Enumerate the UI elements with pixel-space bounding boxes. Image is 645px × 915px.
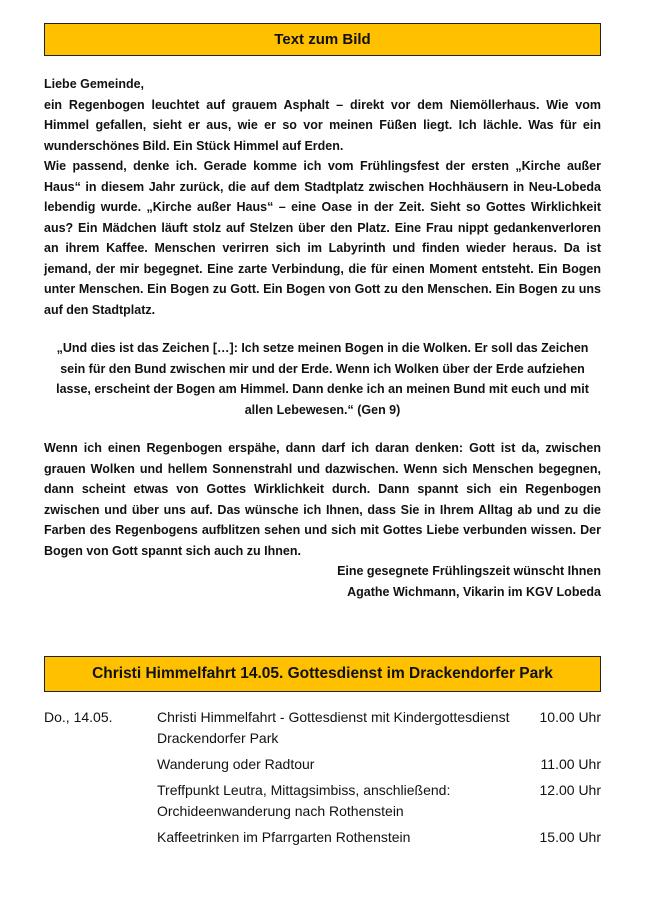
event-day	[44, 780, 157, 827]
event-time: 10.00 Uhr	[539, 709, 601, 725]
letter-body	[44, 74, 601, 602]
event-description: Treffpunkt Leutra, Mittagsimbiss, anschließend: Orchideenwanderung nach Rothenstein	[157, 782, 451, 819]
event-time: 12.00 Uhr	[539, 782, 601, 798]
letter-paragraph-1: ein Regenbogen leuchtet auf grauem Asphalt – direkt vor dem Niemöllerhaus. Wie vom Himmel gefallen, sieht er aus, wie er so vor meinen Füßen liegt. Ich lächle. Was für ein wunderschönes Bild. Ein Stück Himmel auf Erden.	[44, 97, 601, 153]
events-table	[44, 707, 601, 853]
event-description: Kaffeetrinken im Pfarrgarten Rothenstein	[157, 829, 411, 845]
event-time: 15.00 Uhr	[539, 829, 601, 845]
event-description: Wanderung oder Radtour	[157, 756, 315, 772]
table-row	[44, 780, 601, 827]
letter-paragraph-3: Wenn ich einen Regenbogen erspähe, dann darf ich daran denken: Gott ist da, zwischen grauen Wolken und hellem Sonnenstrahl und dazwischen. Wenn sich Menschen begegnen, dann scheint etwas von Gottes Wirklichkeit durch. Dann spannt sich ein Regenbogen zwischen und über uns auf. Das wünsche ich Ihnen, dass Sie in Ihrem Alltag ab und zu die Farben des Regenbogens aufblitzen sehen und sich mit Gottes Liebe verbunden wissen. Der Bogen von Gott spannt sich auch zu Ihnen.	[44, 441, 601, 558]
bible-quote: „Und dies ist das Zeichen […]: Ich setze meinen Bogen in die Wolken. Er soll das Zeichen sein für den Bund zwischen mir und der Erde. Wenn ich Wolken über der Erde aufziehen lasse, erscheint der Bogen am Himmel. Dann denke ich an meinen Bund mit euch und mit allen Lebewesen.“ (Gen 9)	[56, 341, 589, 417]
event-day	[44, 827, 157, 853]
event-day	[44, 754, 157, 780]
section-title: Christi Himmelfahrt 14.05. Gottesdienst im Drackendorfer Park	[44, 656, 601, 692]
table-row	[44, 754, 601, 780]
letter-paragraph-2: Wie passend, denke ich. Gerade komme ich vom Frühlingsfest der ersten „Kirche außer Haus“ in diesem Jahr zurück, die auf dem Stadtplatz zwischen Hochhäusern in Neu-Lobeda lebendig wurde. „Kirche außer Haus“ – eine Oase in der Zeit. Sieht so Gottes Wirklichkeit aus? Ein Mädchen läuft stolz auf Stelzen über den Platz. Eine Frau nippt gedankenverloren an ihrem Kaffee. Menschen verirren sich im Labyrinth und finden wieder heraus. Da ist jemand, der mir begegnet. Eine zarte Verbindung, die für einen Moment entsteht. Ein Bogen unter Menschen. Ein Bogen zu Gott. Ein Bogen von Gott zu den Menschen. Ein Bogen zu uns auf den Stadtplatz.	[44, 159, 601, 317]
letter-greeting: Liebe Gemeinde,	[44, 77, 145, 91]
table-row	[44, 827, 601, 853]
event-time: 11.00 Uhr	[540, 756, 601, 772]
event-day: Do., 14.05.	[44, 709, 113, 725]
letter-closing: Eine gesegnete Frühlingszeit wünscht Ihnen	[337, 564, 601, 578]
letter-signature: Agathe Wichmann, Vikarin im KGV Lobeda	[347, 584, 601, 599]
header-title: Text zum Bild	[44, 23, 601, 56]
event-description: Christi Himmelfahrt - Gottesdienst mit Kindergottesdienst Drackendorfer Park	[157, 709, 510, 746]
table-row	[44, 707, 601, 754]
